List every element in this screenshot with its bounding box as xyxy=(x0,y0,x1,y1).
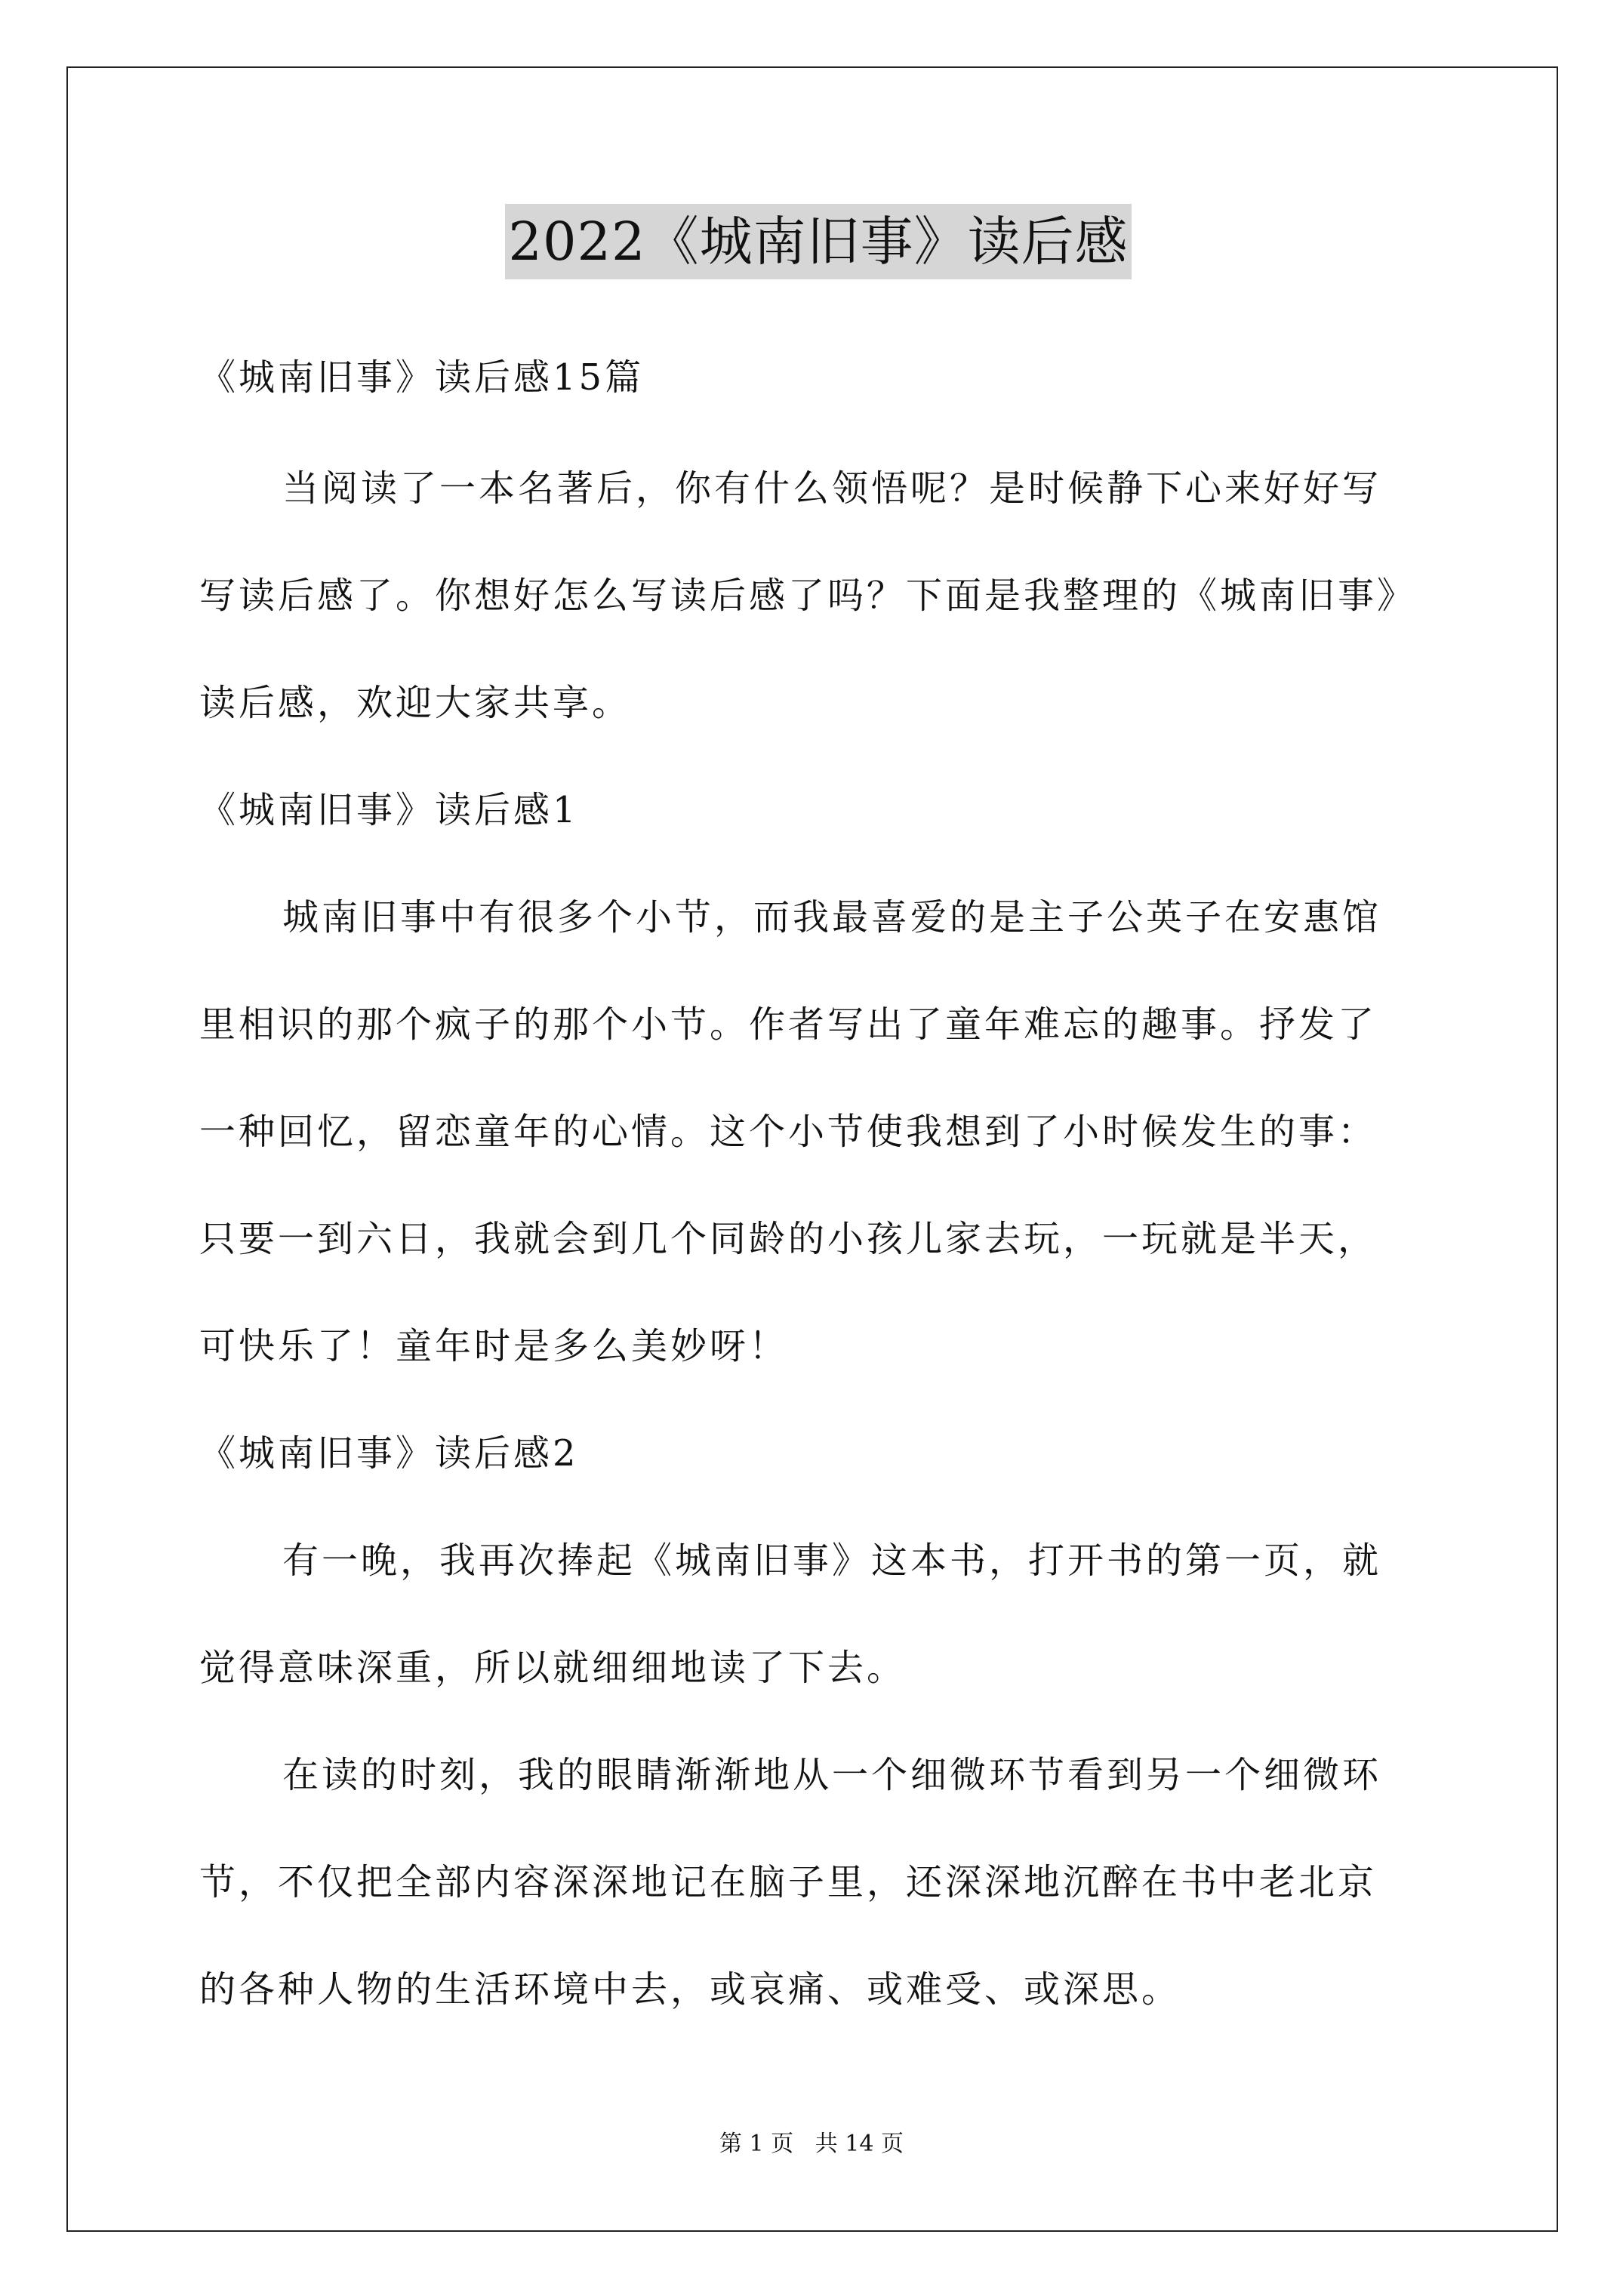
section-heading: 《城南旧事》读后感2 xyxy=(199,1432,579,1475)
intro-line: 读后感，欢迎大家共享。 xyxy=(199,682,632,724)
document-title: 2022《城南旧事》读后感 xyxy=(505,204,1131,279)
document-subtitle: 《城南旧事》读后感15篇 xyxy=(199,356,645,399)
paragraph-line: 的各种人物的生活环境中去，或哀痛、或难受、或深思。 xyxy=(199,1968,1181,2011)
paragraph-line: 城南旧事中有很多个小节，而我最喜爱的是主子公英子在安惠馆 xyxy=(282,896,1382,938)
paragraph-line: 觉得意味深重，所以就细细地读了下去。 xyxy=(199,1647,907,1689)
page-number-footer: 第 1 页 共 14 页 xyxy=(719,2131,904,2157)
paragraph-line: 在读的时刻，我的眼睛渐渐地从一个细微环节看到另一个细微环 xyxy=(282,1754,1382,1796)
paragraph-line: 只要一到六日，我就会到几个同龄的小孩儿家去玩，一玩就是半天， xyxy=(199,1218,1378,1260)
paragraph-line: 可快乐了！童年时是多么美妙呀！ xyxy=(199,1325,789,1367)
title-container xyxy=(199,204,1437,279)
paragraph-line: 节，不仅把全部内容深深地记在脑子里，还深深地沉醉在书中老北京 xyxy=(199,1861,1378,1903)
intro-line: 当阅读了一本名著后，你有什么领悟呢？是时候静下心来好好写 xyxy=(282,467,1382,510)
paragraph-line: 一种回忆，留恋童年的心情。这个小节使我想到了小时候发生的事： xyxy=(199,1111,1378,1153)
paragraph-line: 里相识的那个疯子的那个小节。作者写出了童年难忘的趣事。抒发了 xyxy=(199,1003,1378,1046)
section-heading: 《城南旧事》读后感1 xyxy=(199,789,579,831)
intro-line: 写读后感了。你想好怎么写读后感了吗？下面是我整理的《城南旧事》 xyxy=(199,575,1417,617)
paragraph-line: 有一晚，我再次捧起《城南旧事》这本书，打开书的第一页，就 xyxy=(282,1539,1382,1582)
